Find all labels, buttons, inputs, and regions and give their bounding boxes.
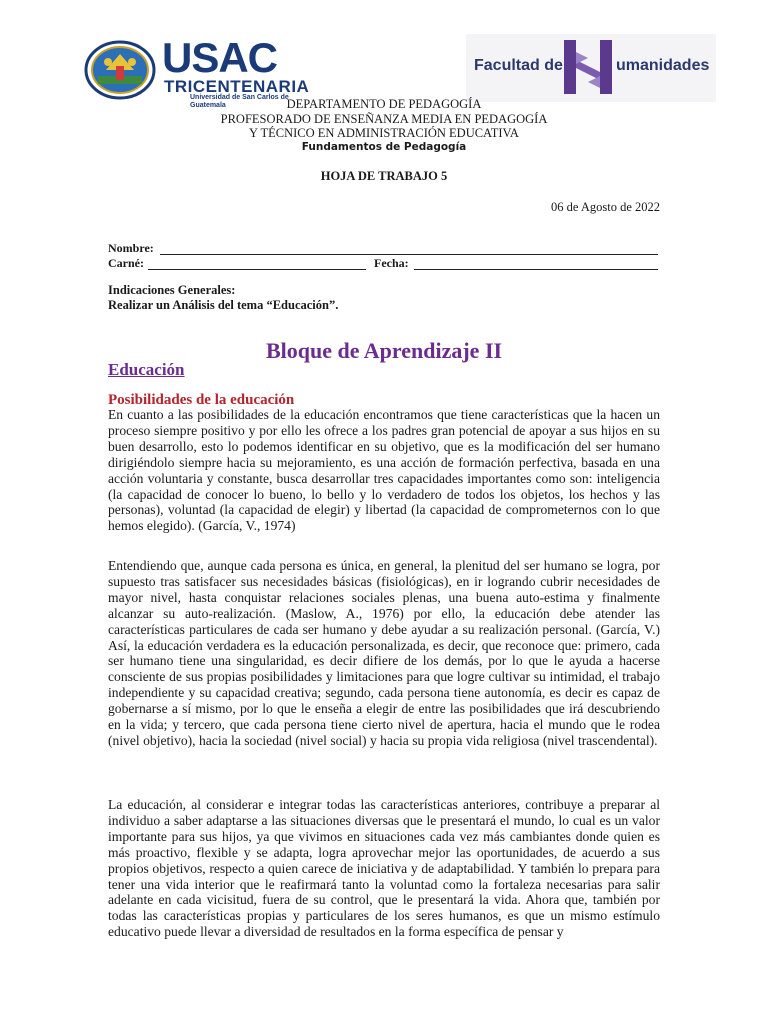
block-title: Bloque de Aprendizaje II <box>265 338 503 363</box>
faculty-h-logo-icon <box>562 38 614 96</box>
department-line: DEPARTAMENTO DE PEDAGOGÍA <box>286 97 482 111</box>
usac-wordmark: USAC <box>162 34 278 81</box>
fecha-label: Fecha: <box>374 256 409 270</box>
faculty-name-left: Facultad de <box>474 57 563 74</box>
section-heading: Educación <box>108 360 185 379</box>
instructions-heading: Indicaciones Generales: <box>108 283 236 297</box>
document-date: 06 de Agosto de 2022 <box>550 200 660 214</box>
course-name: Fundamentos de Pedagogía <box>301 141 467 153</box>
instructions-text: Realizar un Análisis del tema “Educación”. <box>108 298 339 312</box>
usac-logo <box>84 34 324 109</box>
fecha-field[interactable] <box>414 257 658 270</box>
subsection-heading: Posibilidades de la educación <box>108 392 295 408</box>
usac-university-name: Universidad de San Carlos de Guatemala <box>190 94 289 109</box>
nombre-field[interactable] <box>160 242 658 255</box>
program-line: PROFESORADO DE ENSEÑANZA MEDIA EN PEDAGOGÍA <box>220 112 548 126</box>
faculty-name-right: umanidades <box>616 57 710 74</box>
faculty-logo <box>466 34 716 102</box>
nombre-label: Nombre: <box>108 241 154 255</box>
carne-label: Carné: <box>108 256 144 270</box>
program-line-2: Y TÉCNICO EN ADMINISTRACIÓN EDUCATIVA <box>249 126 519 140</box>
usac-subtitle: TRICENTENARIA <box>164 77 310 96</box>
paragraph-2: Entendiendo que, aunque cada persona es única, en general, la plenitud del ser humano se logra, por supuesto tras satisfacer sus necesidades básicas (fisiológicas), en ir logrando cubrir necesidades de mayor nivel, hasta conquistar relaciones sociales plenas, una buena auto-estima y finalmente alcanzar su auto-realización. (Maslow, A., 1976) por ello, la educación debe atender las características particulares de cada ser humano y debe ayudar a su realización personal. (García, V.) Así, la educación verdadera es la educación personalizada, es decir, que reconoce que: primero, cada ser humano tiene una singularidad, es decir difiere de los demás, por lo que le ayuda a hacerse consciente de sus propias posibilidades y limitaciones para que logre cultivar su intimidad, el trabajo independiente y su capacidad creativa; segundo, cada persona tiene autonomía, es decir es capaz de gobernarse a sí mismo, por lo que le enseña a elegir de entre las posibilidades que irá descubriendo en la vida; y tercero, que cada persona tiene cierto nivel de apertura, hacia el mundo que le rodea (nivel objetivo), hacia la sociedad (nivel social) y hacia su propia vida religiosa (nivel trascendental). <box>108 558 660 748</box>
paragraph-3: La educación, al considerar e integrar todas las características anteriores, contribuye a preparar al individuo a saber adaptarse a las situaciones diversas que le presentará el mundo, lo cual es un valor importante para sus hijos, ya que vivimos en situaciones cada vez más cambiantes donde quien es más proactivo, flexible y se adapta, logra aprovechar mejor las oportunidades, de acuerdo a sus propios objetivos, respecto a quien carece de iniciativa y de adaptabilidad. Y también lo prepara para tener una vida interior que le reafirmará tanto la voluntad como la fortaleza necesarias para salir adelante en cada vicisitud, fuera de su control, que le presentará la vida. Ahora que, también por todas las características propias y particulares de los seres humanos, es que un mismo estímulo educativo puede llevar a diversidad de resultados en la forma específica de pensar y <box>108 797 660 940</box>
university-seal-icon <box>84 40 156 100</box>
carne-field[interactable] <box>148 257 366 270</box>
paragraph-1: En cuanto a las posibilidades de la educación encontramos que tiene características que la hacen un proceso siempre positivo y por ello les ofrece a los padres gran potencial de apoyar a sus hijos en su buen desarrollo, esto lo podemos identificar en su objetivo, que es la modificación del ser humano dirigiéndolo siempre hacia su mejoramiento, es una acción de formación perfectiva, basada en una acción voluntaria y constante, busca desarrollar tres capacidades importantes como son: inteligencia (la capacidad de conocer lo bueno, lo bello y lo verdadero de todos los objetos, los hechos y las personas), voluntad (la capacidad de elegir) y libertad (la capacidad de comprometernos con lo que hemos elegido). (García, V., 1974) <box>108 407 660 534</box>
worksheet-title: HOJA DE TRABAJO 5 <box>320 169 448 183</box>
